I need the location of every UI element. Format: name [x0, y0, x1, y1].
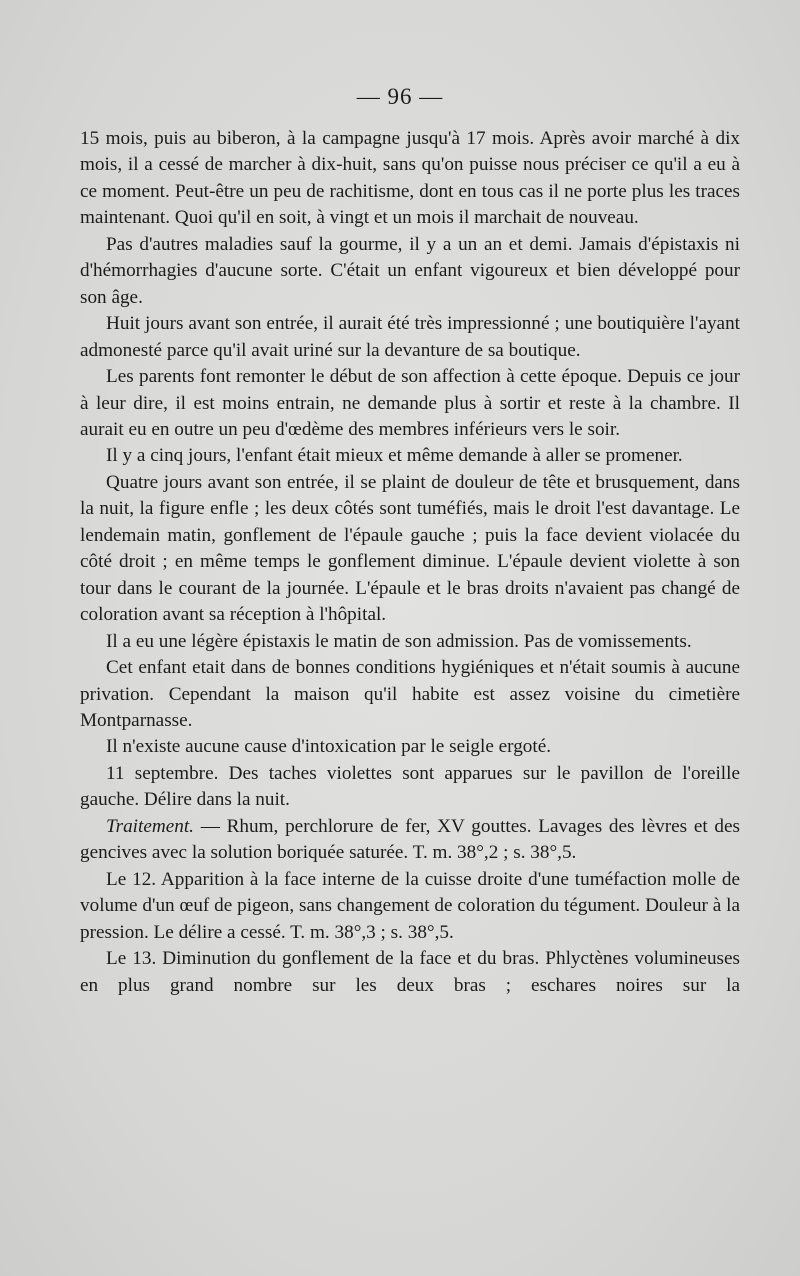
treatment-paragraph [80, 814, 740, 867]
paragraph: Cet enfant etait dans de bonnes conditions hygiéniques et n'était soumis à aucune privation. Cependant la maison qu'il habite est assez voisine du cimetière Montparnasse. [80, 657, 740, 731]
paragraph: Huit jours avant son entrée, il aurait été très impressionné ; une boutiquière l'ayant admonesté parce qu'il avait uriné sur la devanture de sa boutique. [80, 313, 740, 361]
paragraph: Il a eu une légère épistaxis le matin de son admission. Pas de vomissements. [106, 630, 692, 652]
paragraph: Quatre jours avant son entrée, il se plaint de douleur de tête et brusquement, dans la nuit, la figure enfle ; les deux côtés sont tuméfiés, mais le droit l'est davantage. Le lendemain matin, gonflement de l'épaule gauche ; puis la face devient violacée du côté droit ; en même temps le gonflement diminue. L'épaule devient violette à son tour dans le courant de la journée. L'épaule et le bras droits n'avaient pas changé de coloration avant sa réception à l'hôpital. [80, 471, 740, 626]
body-text [80, 126, 740, 999]
paragraph: 11 septembre. Des taches violettes sont apparues sur le pavillon de l'oreille gauche. Délire dans la nuit. [80, 762, 740, 811]
paragraph: Le 13. Diminution du gonflement de la face et du bras. Phlyctènes volumineuses en plus grand nombre sur les deux bras ; eschares noires sur la [80, 948, 740, 996]
paragraph: Le 12. Apparition à la face interne de la cuisse droite d'une tuméfaction molle de volume d'un œuf de pigeon, sans changement de coloration du tégument. Douleur à la pression. Le délire a cessé. T. m. 38°,3 ; s. 38°,5. [80, 868, 740, 943]
treatment-label: Traitement. [106, 815, 194, 837]
paragraph: Il y a cinq jours, l'enfant était mieux et même demande à aller se promener. [106, 445, 683, 467]
paragraph: Il n'existe aucune cause d'intoxication par le seigle ergoté. [106, 736, 552, 758]
paragraph: 15 mois, puis au biberon, à la campagne jusqu'à 17 mois. Après avoir marché à dix mois, il a cessé de marcher à dix-huit, sans qu'on puisse nous préciser ce qu'il a eu à ce moment. Peut-être un peu de rachitisme, dont en tous cas il ne porte plus les traces maintenant. Quoi qu'il en soit, à vingt et un mois il marchait de nouveau. [80, 128, 740, 229]
page-number: — 96 — [356, 84, 444, 109]
treatment-text: — Rhum, perchlorure de fer, XV gouttes. Lavages des lèvres et des gencives avec la solution boriquée saturée. T. m. 38°,2 ; s. 38°,5. [80, 815, 740, 864]
paragraph: Les parents font remonter le début de son affection à cette époque. Depuis ce jour à leur dire, il est moins entrain, ne demande plus à sortir et reste à la chambre. Il aurait eu en outre un peu d'œdème des membres inférieurs vers le soir. [80, 366, 740, 440]
paragraph: Pas d'autres maladies sauf la gourme, il y a un an et demi. Jamais d'épistaxis ni d'hémorrhagies d'aucune sorte. C'était un enfant vigoureux et bien développé pour son âge. [80, 233, 740, 308]
